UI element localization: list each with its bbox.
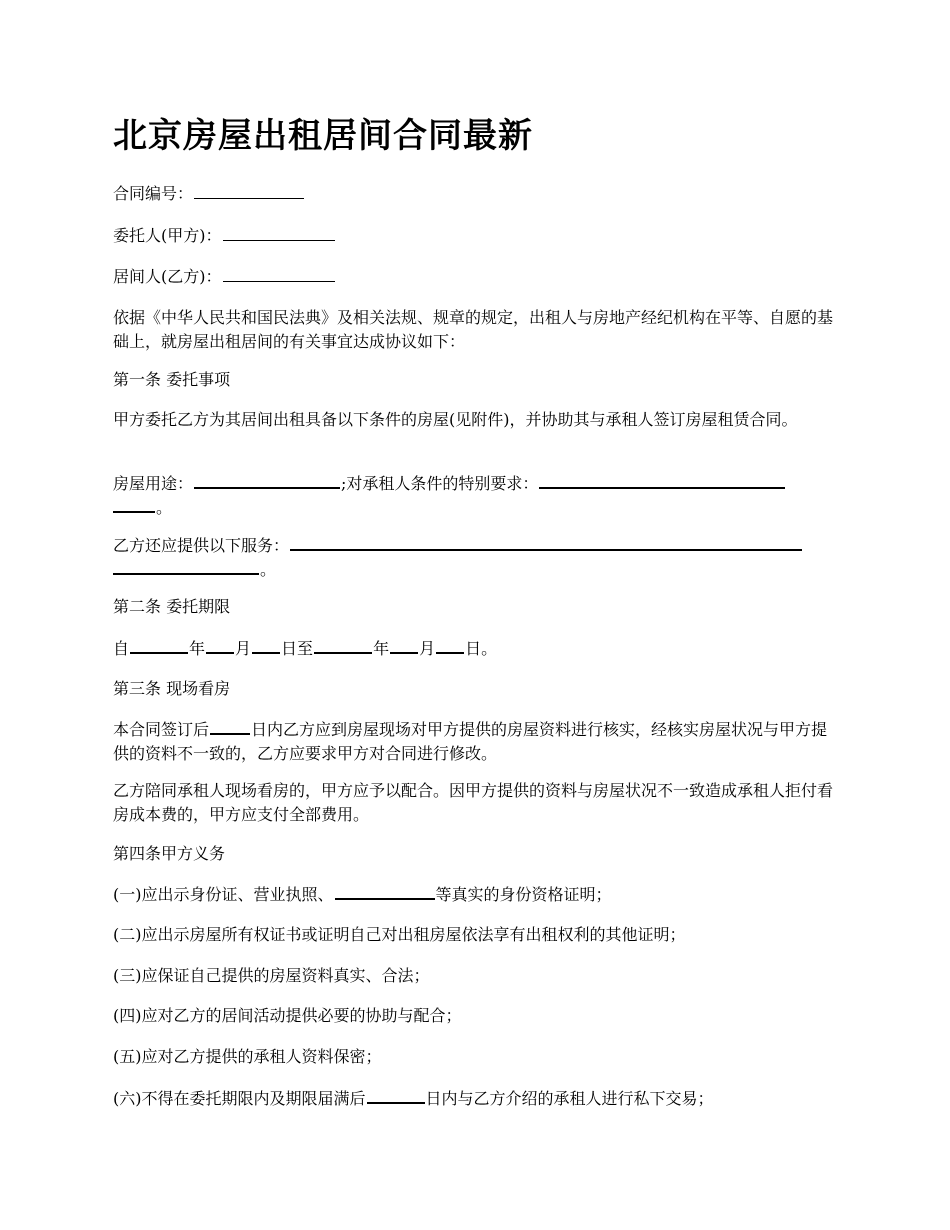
month-label: 月 xyxy=(419,639,436,658)
day-end-label: 日。 xyxy=(465,639,498,658)
start-month-blank xyxy=(206,636,234,654)
id-document-blank xyxy=(335,882,435,900)
service-blank xyxy=(290,533,802,551)
tenant-requirement-label: ;对承租人条件的特别要求： xyxy=(341,474,539,493)
day-to-label: 日至 xyxy=(281,639,314,658)
obligation-1-post: 等真实的身份资格证明； xyxy=(435,885,612,904)
article-1-paragraph: 甲方委托乙方为其居间出租具备以下条件的房屋(见附件)，并协助其与承租人签订房屋租赁合同。 xyxy=(113,410,798,429)
party-a-line xyxy=(113,224,843,248)
start-day-blank xyxy=(252,636,280,654)
party-b-blank xyxy=(223,265,335,282)
period-mark: 。 xyxy=(260,560,277,579)
contract-number-label: 合同编号： xyxy=(113,184,194,203)
end-month-blank xyxy=(390,636,418,654)
obligation-1-pre: (一)应出示身份证、营业执照、 xyxy=(113,885,334,904)
article-3-paragraph-2: 乙方陪同承租人现场看房的，甲方应予以配合。因甲方提供的资料与房屋状况不一致造成承租人拒付看房成本费的，甲方应支付全部费用。 xyxy=(113,781,834,824)
party-a-blank xyxy=(223,224,335,241)
party-b-line xyxy=(113,265,843,289)
service-blank-cont xyxy=(113,557,259,575)
period-mark: 。 xyxy=(156,498,173,517)
month-label: 月 xyxy=(235,639,252,658)
obligation-item-2: (二)应出示房屋所有权证书或证明自己对出租房屋依法享有出租权利的其他证明； xyxy=(113,925,686,944)
inspection-pre-text: 本合同签订后 xyxy=(113,720,210,739)
service-label: 乙方还应提供以下服务： xyxy=(113,536,290,555)
obligation-item-4: (四)应对乙方的居间活动提供必要的协助与配合； xyxy=(113,1006,462,1025)
private-trade-days-blank xyxy=(367,1086,425,1104)
house-use-line-cont xyxy=(113,495,843,520)
tenant-requirement-blank-cont xyxy=(113,495,155,513)
inspection-post-text: 日内乙方应到房屋现场对甲方提供的房屋资料进行核实，经核实房屋状况与甲方提供的资料不一致的，乙方应要求甲方对合同进行修改。 xyxy=(113,720,828,763)
obligation-item-1 xyxy=(113,882,843,907)
start-year-blank xyxy=(130,636,188,654)
end-year-blank xyxy=(314,636,372,654)
year-label: 年 xyxy=(373,639,390,658)
article-2-title: 第二条 委托期限 xyxy=(113,597,231,616)
party-a-label: 委托人(甲方)： xyxy=(113,226,222,245)
contract-number-line xyxy=(113,182,843,206)
contract-number-blank xyxy=(194,182,304,199)
party-b-label: 居间人(乙方)： xyxy=(113,267,222,286)
tenant-requirement-blank xyxy=(539,471,785,489)
house-use-label: 房屋用途： xyxy=(113,474,194,493)
obligation-item-3: (三)应保证自己提供的房屋资料真实、合法； xyxy=(113,966,430,985)
end-day-blank xyxy=(436,636,464,654)
term-from-label: 自 xyxy=(113,639,130,658)
house-use-line xyxy=(113,471,843,496)
service-line xyxy=(113,533,843,558)
intro-paragraph: 依据《中华人民共和国民法典》及相关法规、规章的规定，出租人与房地产经纪机构在平等、自愿的基础上，就房屋出租居间的有关事宜达成协议如下： xyxy=(113,308,834,351)
house-use-blank xyxy=(194,471,340,489)
obligation-item-6 xyxy=(113,1086,843,1111)
article-4-title: 第四条甲方义务 xyxy=(113,844,226,863)
obligation-6-post: 日内与乙方介绍的承租人进行私下交易； xyxy=(425,1089,714,1108)
article-3-title: 第三条 现场看房 xyxy=(113,679,231,698)
inspection-days-blank xyxy=(210,717,250,735)
document-title: 北京房屋出租居间合同最新 xyxy=(113,116,533,156)
obligation-item-5: (五)应对乙方提供的承租人资料保密； xyxy=(113,1047,382,1066)
article-1-title: 第一条 委托事项 xyxy=(113,370,231,389)
article-3-paragraph-1 xyxy=(113,717,843,766)
obligation-6-pre: (六)不得在委托期限内及期限届满后 xyxy=(113,1089,366,1108)
service-line-cont xyxy=(113,557,843,582)
term-dates-line xyxy=(113,636,843,661)
year-label: 年 xyxy=(189,639,206,658)
